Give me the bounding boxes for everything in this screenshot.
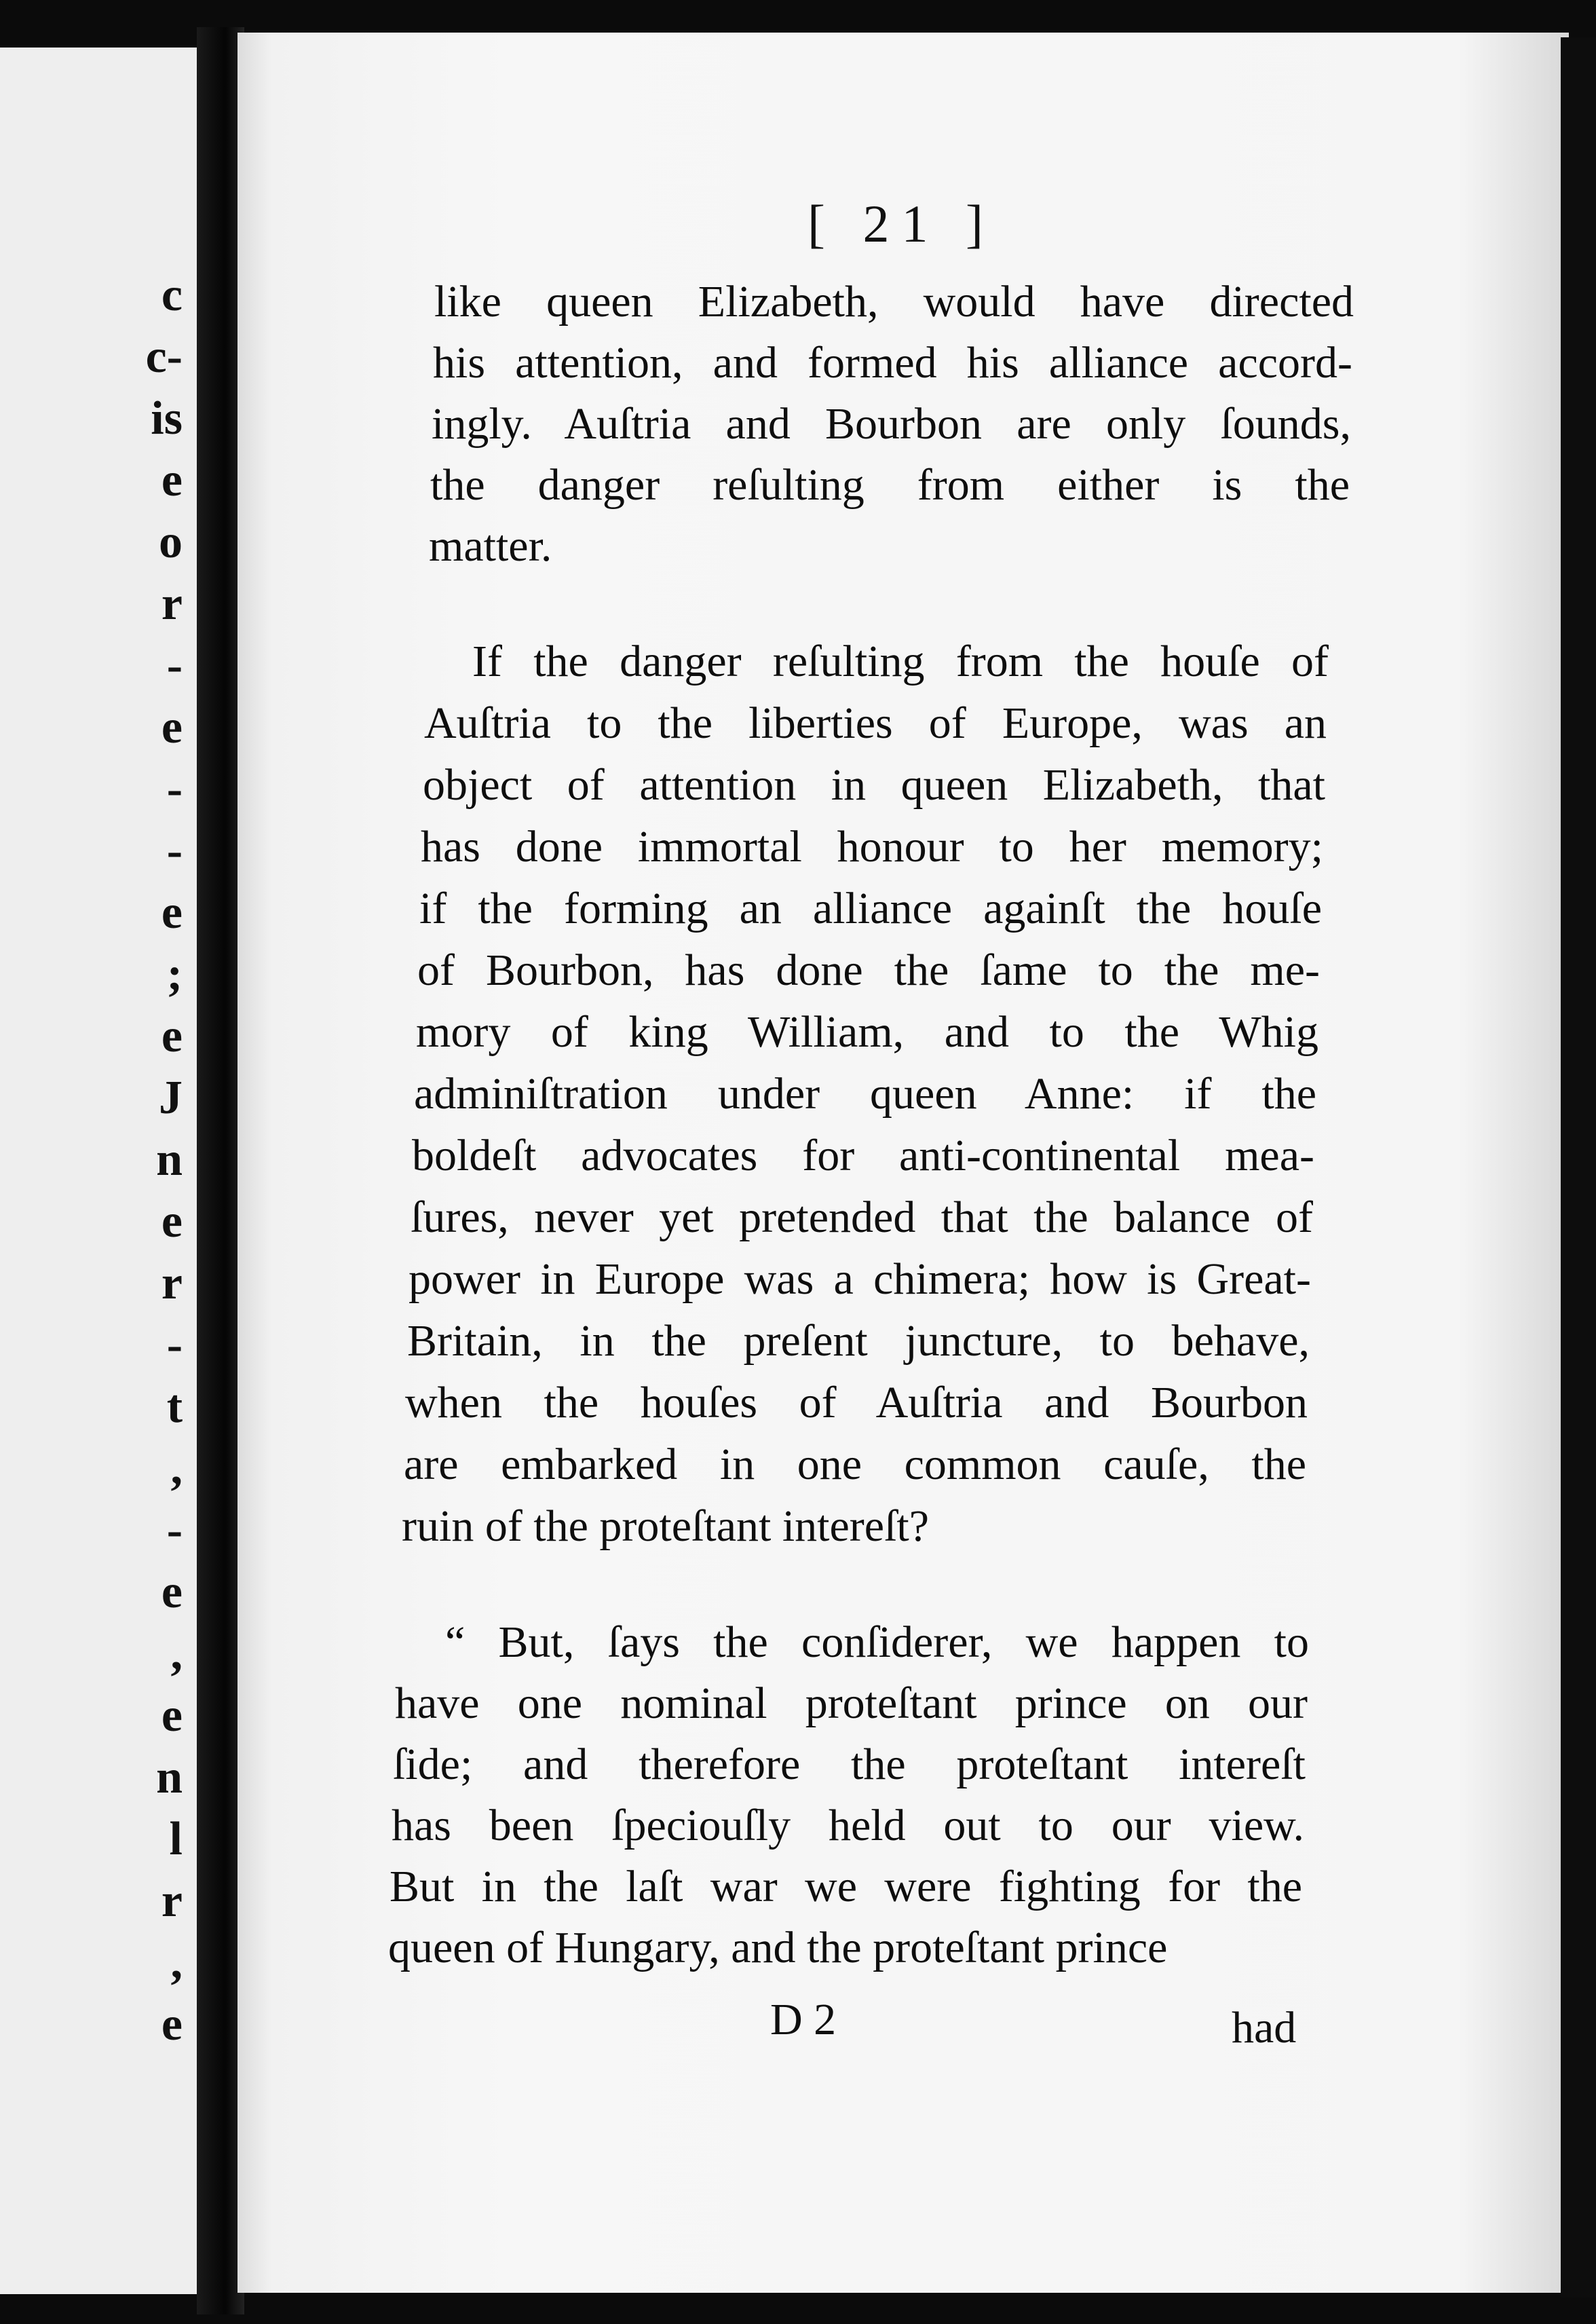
text-line: Auſtria to the liberties of Europe, was an (424, 698, 1327, 748)
left-page-edge-char: e (161, 701, 183, 753)
catchword: had (1232, 2003, 1297, 2053)
text-line: matter. (429, 521, 552, 571)
text-line: when the houſes of Auſtria and Bourbon (405, 1378, 1308, 1427)
text-line: “ But, ſays the conſiderer, we happen to (445, 1617, 1309, 1667)
left-page-edge-char: n (156, 1751, 183, 1803)
left-page-edge-char: e (161, 454, 183, 506)
left-page-edge-char: , (170, 1442, 183, 1495)
text-line: like queen Elizabeth, would have directed (434, 277, 1354, 326)
left-page-edge-char: e (161, 1566, 183, 1618)
left-page-edge-char: c- (145, 331, 183, 383)
left-page-edge-char: J (159, 1072, 183, 1124)
left-page-edge-char: is (151, 392, 183, 445)
left-page-edge-char: - (166, 825, 183, 877)
left-page-edge-char: e (161, 1195, 183, 1248)
text-line: mory of king William, and to the Whig (416, 1007, 1318, 1057)
text-line: his attention, and formed his alliance accord- (433, 338, 1352, 388)
left-page-edge-char: , (170, 1628, 183, 1680)
left-page-edge-char: r (161, 578, 183, 630)
text-line: if the forming an alliance againſt the houſe (419, 884, 1322, 933)
text-line: If the danger reſulting from the houſe of (472, 637, 1329, 686)
left-page-edge-char: n (156, 1133, 183, 1186)
text-line: are embarked in one common cauſe, the (404, 1440, 1306, 1489)
left-page-edge-char: ; (166, 948, 183, 1000)
left-page-edge-char: e (161, 1998, 183, 2050)
left-page-edge-char: - (166, 763, 183, 815)
page-number-header: [ 21 ] (808, 194, 995, 253)
left-page-edge-char: o (159, 516, 183, 568)
left-page-edge-char: r (161, 1257, 183, 1309)
text-line: ingly. Auſtria and Bourbon are only ſounds, (432, 399, 1351, 449)
left-page-edge-char: r (161, 1875, 183, 1927)
left-page-edge-char: - (166, 1319, 183, 1371)
left-page-edge-char: - (166, 1504, 183, 1556)
text-line: ſures, never yet pretended that the balance of (411, 1193, 1313, 1242)
text-line: ruin of the proteſtant intereſt? (402, 1501, 930, 1551)
text-line: boldeſt advocates for anti-continental mea- (412, 1131, 1314, 1180)
text-line: Britain, in the preſent juncture, to behave, (407, 1316, 1310, 1366)
text-line: has been ſpeciouſly held out to our view. (392, 1801, 1304, 1850)
text-line: have one nominal proteſtant prince on our (395, 1679, 1308, 1728)
text-line: ſide; and therefore the proteſtant intereſt (393, 1740, 1306, 1789)
left-page-edge-char: t (166, 1381, 183, 1433)
text-line: of Bourbon, has done the ſame to the me- (417, 945, 1320, 995)
signature-mark: D 2 (770, 1995, 837, 2044)
left-page-edge-char: - (166, 639, 183, 692)
text-line: But in the laſt war we were fighting for the (390, 1862, 1302, 1911)
text-line: adminiſtration under queen Anne: if the (414, 1069, 1316, 1119)
left-page-edge-char: e (161, 886, 183, 939)
text-line: object of attention in queen Elizabeth, that (423, 760, 1325, 810)
left-page-edge-char: l (169, 1813, 183, 1865)
left-page-edge-char: c (161, 269, 183, 321)
text-line: power in Europe was a chimera; how is Great- (408, 1254, 1311, 1304)
left-page-edge-char: e (161, 1010, 183, 1062)
text-line: queen of Hungary, and the proteſtant prince (388, 1923, 1168, 1972)
text-line: has done immortal honour to her memory; (421, 822, 1323, 872)
text-line: the danger reſulting from either is the (430, 460, 1350, 510)
left-page-edge-char: , (170, 1936, 183, 1989)
left-page-edge-char: e (161, 1689, 183, 1742)
